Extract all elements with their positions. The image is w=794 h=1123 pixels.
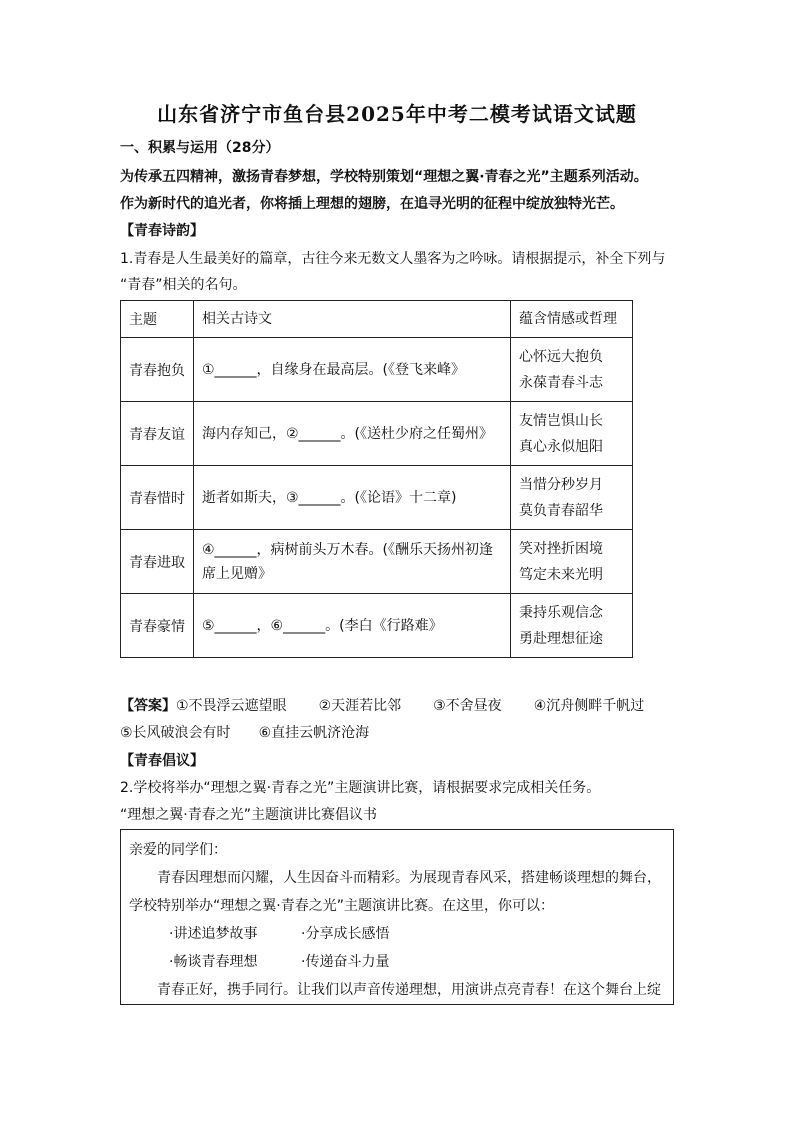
row-poem: ①______，自缘身在最高层。(《登飞来峰》 <box>194 338 511 402</box>
table-row <box>121 402 633 466</box>
proposal-paragraph-2: 学校特别举办“理想之翼·青春之光”主题演讲比赛。在这里，你可以： <box>129 898 554 914</box>
proposal-bullets-row-2 <box>129 948 665 976</box>
row-poem: 逝者如斯夫，③______。(《论语》十二章) <box>194 466 511 530</box>
answer-3: ③不舍昼夜 <box>433 698 502 714</box>
answer-6: ⑥直挂云帆济沧海 <box>258 725 370 741</box>
emotion-line: 勇赴理想征途 <box>519 630 603 647</box>
emotion-line: 友情岂惧山长 <box>519 412 603 429</box>
table-row <box>121 466 633 530</box>
row-emotion <box>511 594 633 658</box>
emotion-line: 笑对挫折困境 <box>519 540 603 557</box>
emotion-line: 永葆青春斗志 <box>519 374 603 391</box>
row-theme: 青春惜时 <box>121 466 194 530</box>
row-poem: ④______，病树前头万木春。(《酬乐天扬州初逢席上见赠》 <box>194 530 511 594</box>
row-emotion <box>511 402 633 466</box>
row-poem: ⑤______，⑥______。(李白《行路难》 <box>194 594 511 658</box>
proposal-paragraph-3: 青春正好，携手同行。让我们以声音传递理想，用演讲点亮青春！在这个舞台上绽 <box>157 982 661 998</box>
proposal-greeting: 亲爱的同学们： <box>129 842 227 858</box>
bullet-item: ·传递奋斗力量 <box>301 954 390 970</box>
proposal-bullets-row-1 <box>129 920 665 948</box>
header-poem: 相关古诗文 <box>194 301 511 338</box>
answer-line-1 <box>120 695 644 715</box>
header-theme: 主题 <box>121 301 194 338</box>
answer-label: 【答案】 <box>120 698 176 714</box>
proposal-paragraph-1: 青春因理想而闪耀，人生因奋斗而精彩。为展现青春风采，搭建畅谈理想的舞台， <box>157 870 661 886</box>
section-heading: 一、积累与运用（28分） <box>120 140 280 156</box>
answer-line-2 <box>120 722 369 742</box>
header-emotion: 蕴含情感或哲理 <box>511 301 633 338</box>
subsection-heading-proposal: 【青春倡议】 <box>120 753 204 769</box>
bullet-item: ·分享成长感悟 <box>301 926 390 942</box>
table-row <box>121 338 633 402</box>
intro-text-line-1: 为传承五四精神，激扬青春梦想，学校特别策划“理想之翼·青春之光”主题系列活动。 <box>120 169 648 185</box>
emotion-line: 真心永似旭阳 <box>519 438 603 455</box>
emotion-line: 莫负青春韶华 <box>519 502 603 519</box>
emotion-line: 当惜分秒岁月 <box>519 476 603 493</box>
proposal-box <box>120 829 674 1005</box>
table-row <box>121 594 633 658</box>
answer-1: ①不畏浮云遮望眼 <box>176 698 287 714</box>
question-1-line-2: “青春”相关的名句。 <box>120 277 247 293</box>
question-2-line: 2.学校将举办“理想之翼·青春之光”主题演讲比赛，请根据要求完成相关任务。 <box>120 780 601 796</box>
row-theme: 青春友谊 <box>121 402 194 466</box>
proposal-title: “理想之翼·青春之光”主题演讲比赛倡议书 <box>120 807 377 823</box>
table-header-row <box>121 301 633 338</box>
row-poem: 海内存知己，②______。(《送杜少府之任蜀州》 <box>194 402 511 466</box>
row-emotion <box>511 466 633 530</box>
emotion-line: 心怀远大抱负 <box>519 348 603 365</box>
row-emotion <box>511 530 633 594</box>
answer-4: ④沉舟侧畔千帆过 <box>533 698 645 714</box>
row-theme: 青春抱负 <box>121 338 194 402</box>
row-theme: 青春进取 <box>121 530 194 594</box>
poem-table <box>120 300 633 658</box>
emotion-line: 秉持乐观信念 <box>519 604 603 621</box>
answer-5: ⑤长风破浪会有时 <box>120 725 231 741</box>
intro-text-line-2: 作为新时代的追光者，你将插上理想的翅膀，在追寻光明的征程中绽放独特光芒。 <box>120 196 624 212</box>
subsection-heading-poetry: 【青春诗韵】 <box>120 223 204 239</box>
page-title: 山东省济宁市鱼台县2025年中考二模考试语文试题 <box>157 102 637 126</box>
table-row <box>121 530 633 594</box>
bullet-item: ·讲述追梦故事 <box>169 926 258 942</box>
row-emotion <box>511 338 633 402</box>
question-1-line-1: 1.青春是人生最美好的篇章，古往今来无数文人墨客为之吟咏。请根据提示，补全下列与 <box>120 251 666 267</box>
emotion-line: 笃定未来光明 <box>519 566 603 583</box>
bullet-item: ·畅谈青春理想 <box>169 954 258 970</box>
answer-2: ②天涯若比邻 <box>318 698 402 714</box>
row-theme: 青春豪情 <box>121 594 194 658</box>
